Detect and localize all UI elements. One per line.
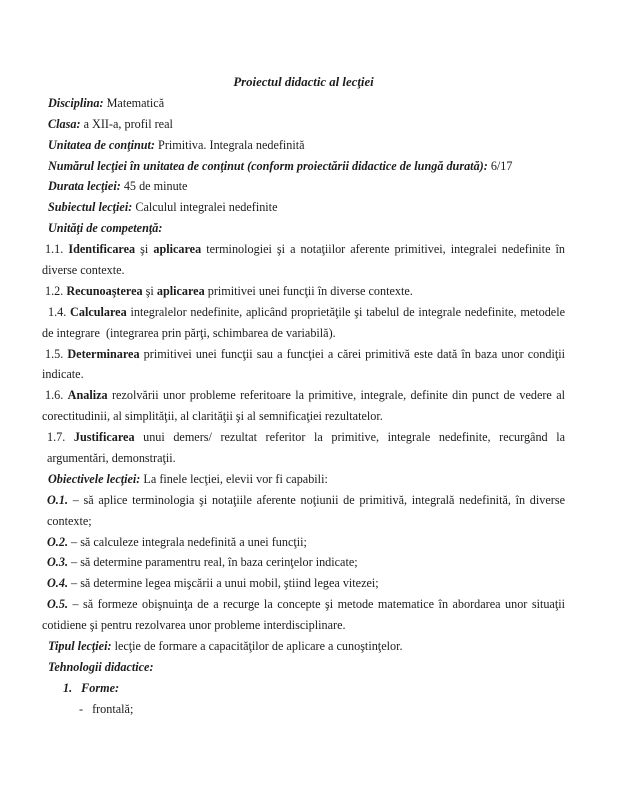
objective-o2 (42, 532, 565, 553)
list-item-forme (42, 678, 565, 699)
objective-o1-line-2: contexte; (47, 513, 92, 528)
field-numarul-lectiei-line-1: Numărul lecţiei în unitatea de conţinut (conform proiectării didactice de lungă durată): 6/17 (48, 158, 513, 173)
competency-1-2-line-1: 1.2. Recunoaşterea şi aplicarea primitivei unei funcţii în diverse contexte. (45, 283, 413, 298)
document-title (42, 72, 565, 93)
competency-1-4-line-2: de integrare (integrarea prin părţi, schimbarea de variabilă). (42, 325, 336, 340)
field-disciplina-line-1: Disciplina: Matematică (48, 95, 165, 110)
field-subiectul-lectiei (42, 197, 565, 218)
objective-o4-line-1: O.4. – să determine legea mişcării a unui mobil, ştiind legea vitezei; (47, 576, 379, 591)
competency-1-5 (42, 344, 565, 386)
document-title-line: Proiectul didactic al lecţiei (233, 75, 374, 89)
list-item-frontala (42, 699, 565, 720)
competency-1-5-line-1: 1.5. Determinarea primitivei unei funcţii sau a funcţiei a cărei primitivă este dată în baza unor condiţii (45, 346, 565, 361)
field-unitatea-de-continut (42, 135, 565, 156)
competency-1-7-line-1: 1.7. Justificarea unui demers/ rezultat referitor la primitive, integrale nedefinite, recurgând la (47, 430, 565, 445)
field-clasa (42, 114, 565, 135)
document-content (42, 72, 565, 720)
field-clasa-line-1: Clasa: a XII-a, profil real (48, 116, 173, 131)
field-tipul-lectiei (42, 636, 565, 657)
competency-1-1-line-2: diverse contexte. (42, 263, 125, 278)
competency-1-2 (42, 281, 565, 302)
heading-tehnologii-didactice-line-1: Tehnologii didactice: (48, 659, 154, 674)
field-numarul-lectiei (42, 156, 565, 177)
field-tipul-lectiei-line-1: Tipul lecţiei: lecţie de formare a capacităţilor de aplicare a cunoştinţelor. (48, 639, 403, 654)
field-subiectul-lectiei-line-1: Subiectul lecţiei: Calculul integralei nedefinite (48, 200, 278, 215)
heading-unitati-de-competenta (42, 218, 565, 239)
field-unitatea-de-continut-line-1: Unitatea de conţinut: Primitiva. Integrala nedefinită (48, 137, 305, 152)
heading-obiectivele-lectiei (42, 469, 565, 490)
competency-1-4 (42, 302, 565, 344)
competency-1-1-line-1: 1.1. Identificarea şi aplicarea terminologiei şi a notaţiilor aferente primitivei, integralei nedefinite în (45, 242, 566, 257)
competency-1-7 (42, 427, 565, 469)
list-item-frontala-line-1: - frontală; (79, 701, 134, 716)
competency-1-4-line-1: 1.4. Calcularea integralelor nedefinite, aplicând proprietăţile şi tabelul de integrale nedefinite, metodele (48, 304, 565, 319)
competency-1-5-line-2: indicate. (42, 367, 84, 382)
field-disciplina (42, 93, 565, 114)
objective-o2-line-1: O.2. – să calculeze integrala nedefinită a unei funcţii; (47, 534, 307, 549)
list-item-forme-line-1: 1. Forme: (63, 680, 120, 695)
heading-unitati-de-competenta-line-1: Unităţi de competenţă: (48, 221, 163, 236)
objective-o4 (42, 573, 565, 594)
competency-1-6-line-1: 1.6. Analiza rezolvării unor probleme referitoare la primitive, integrale, definite din punct de vedere al (45, 388, 566, 403)
field-durata-lectiei-line-1: Durata lecţiei: 45 de minute (48, 179, 188, 194)
objective-o3-line-1: O.3. – să determine paramentru real, în baza cerinţelor indicate; (47, 555, 358, 570)
objective-o5-line-1: O.5. – să formeze obişnuinţa de a recurge la concepte şi metode matematice în abordarea unor situaţii (47, 597, 565, 612)
objective-o3 (42, 552, 565, 573)
objective-o1-line-1: O.1. – să aplice terminologia şi notaţiile aferente noţiunii de primitivă, integrală nedefinită, în diverse (47, 492, 565, 507)
heading-tehnologii-didactice (42, 657, 565, 678)
competency-1-7-line-2: argumentări, demonstraţii. (47, 451, 176, 466)
objective-o5 (42, 594, 565, 636)
objective-o5-line-2: cotidiene şi pentru rezolvarea unor probleme interdisciplinare. (42, 618, 346, 633)
field-durata-lectiei (42, 176, 565, 197)
competency-1-6-line-2: corectitudinii, al simplităţii, al clarităţii şi al semnificaţiei rezultatelor. (42, 409, 383, 424)
heading-obiectivele-lectiei-line-1: Obiectivele lecţiei: La finele lecţiei, elevii vor fi capabili: (48, 471, 328, 486)
competency-1-6 (42, 385, 565, 427)
objective-o1 (42, 490, 565, 532)
competency-1-1 (42, 239, 565, 281)
